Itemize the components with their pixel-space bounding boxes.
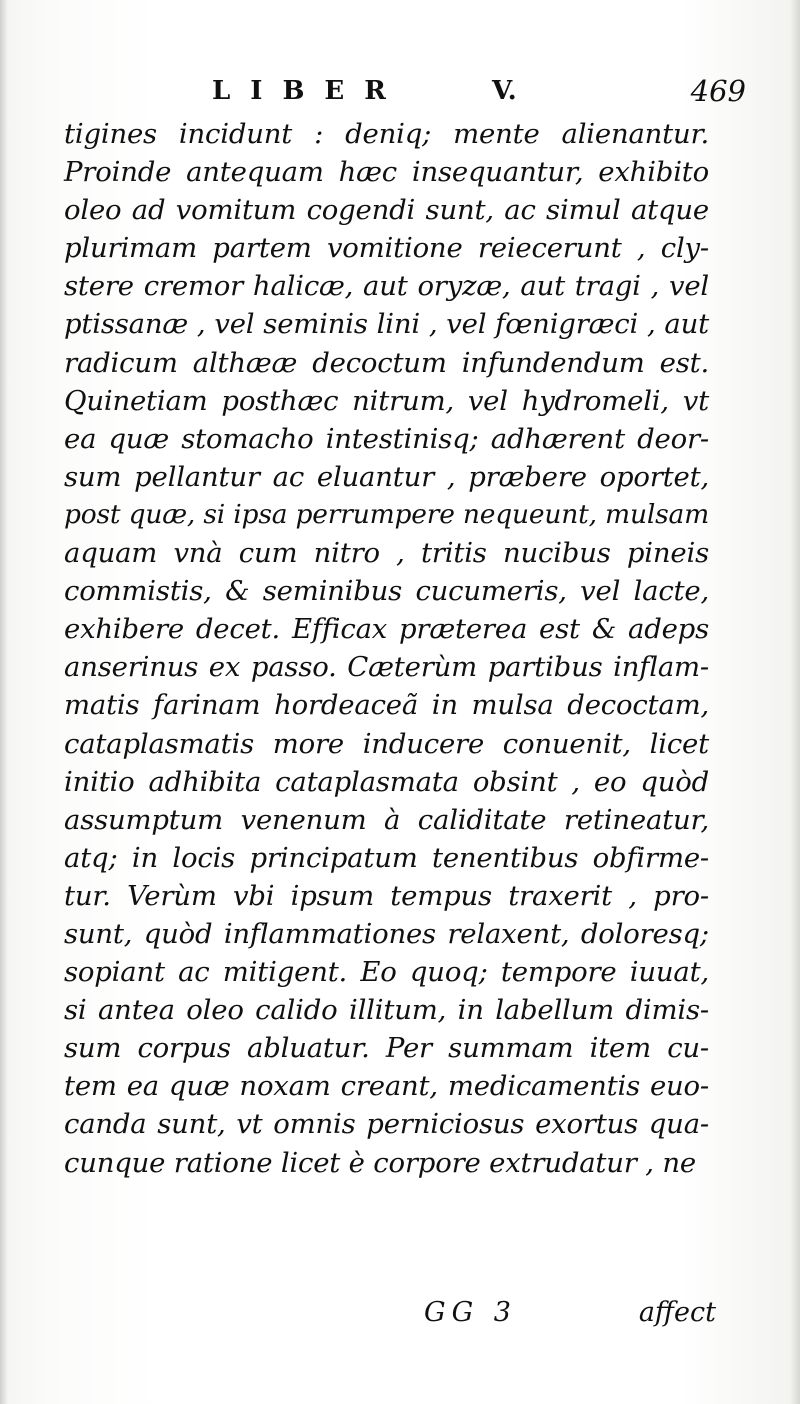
page-right-edge [790, 0, 800, 1404]
text-line: Quinetiam posthæc nitrum, vel hydromeli, vt [64, 384, 709, 417]
text-line: cunque ratione licet è corpore extrudatur , ne [64, 1146, 696, 1179]
text-line: anserinus ex passo. Cæterùm partibus inflam- [64, 651, 709, 684]
text-line: cataplasmatis more inducere conuenit, licet [64, 727, 709, 760]
text-line: Proinde antequam hæc insequantur, exhibito [64, 156, 709, 189]
text-line: commistis, & seminibus cucumeris, vel lacte, [64, 575, 709, 608]
main-text-block [64, 115, 709, 1182]
text-line: post quæ, si ipsa perrumpere nequeunt, mulsam [64, 498, 710, 530]
running-title-liber: LIBER [212, 76, 406, 106]
text-line: ptissanæ , vel seminis lini , vel fœnigræci , aut [64, 308, 709, 341]
running-header [60, 72, 750, 112]
text-line: sum pellantur ac eluantur , præbere oportet, [64, 460, 709, 493]
signature-mark: GG 3 [424, 1297, 517, 1328]
text-line: oleo ad vomitum cogendi sunt, ac simul atque [64, 194, 709, 227]
text-line: exhibere decet. Efficax præterea est & adeps [64, 613, 709, 646]
text-line: radicum althææ decoctum infundendum est. [64, 346, 709, 379]
text-line: sunt, quòd inflammationes relaxent, doloresq; [64, 917, 709, 950]
catchword: affect [638, 1297, 716, 1328]
text-line: sum corpus abluatur. Per summam item cu- [64, 1032, 709, 1065]
page-left-edge [0, 0, 8, 1404]
text-line: initio adhibita cataplasmata obsint , eo quòd [64, 765, 709, 798]
text-line: si antea oleo calido illitum, in labellum dimis- [64, 994, 709, 1027]
page-number: 469 [690, 74, 746, 108]
text-line: ea quæ stomacho intestinisq; adhærent deor- [64, 422, 709, 455]
text-line: tur. Verùm vbi ipsum tempus traxerit , pro- [64, 879, 709, 912]
text-line: tem ea quæ noxam creant, medicamentis euo- [64, 1070, 709, 1103]
text-line: assumptum venenum à caliditate retineatur, [64, 803, 709, 836]
text-line: stere cremor halicæ, aut oryzæ, aut tragi , vel [64, 270, 709, 303]
text-line: tigines incidunt : deniq; mente alienantur. [64, 118, 709, 150]
text-line: canda sunt, vt omnis perniciosus exortus qua- [64, 1108, 709, 1141]
text-line: atq; in locis principatum tenentibus obfirme- [64, 841, 709, 874]
text-line: plurimam partem vomitione reiecerunt , cly- [64, 232, 709, 265]
text-line: matis farinam hordeaceã in mulsa decoctam, [64, 689, 709, 722]
text-line: aquam vnà cum nitro , tritis nucibus pineis [64, 537, 709, 570]
page-footer [60, 1297, 720, 1337]
text-line: sopiant ac mitigent. Eo quoq; tempore iuuat, [64, 956, 709, 989]
running-title-book-number: V. [492, 76, 517, 106]
